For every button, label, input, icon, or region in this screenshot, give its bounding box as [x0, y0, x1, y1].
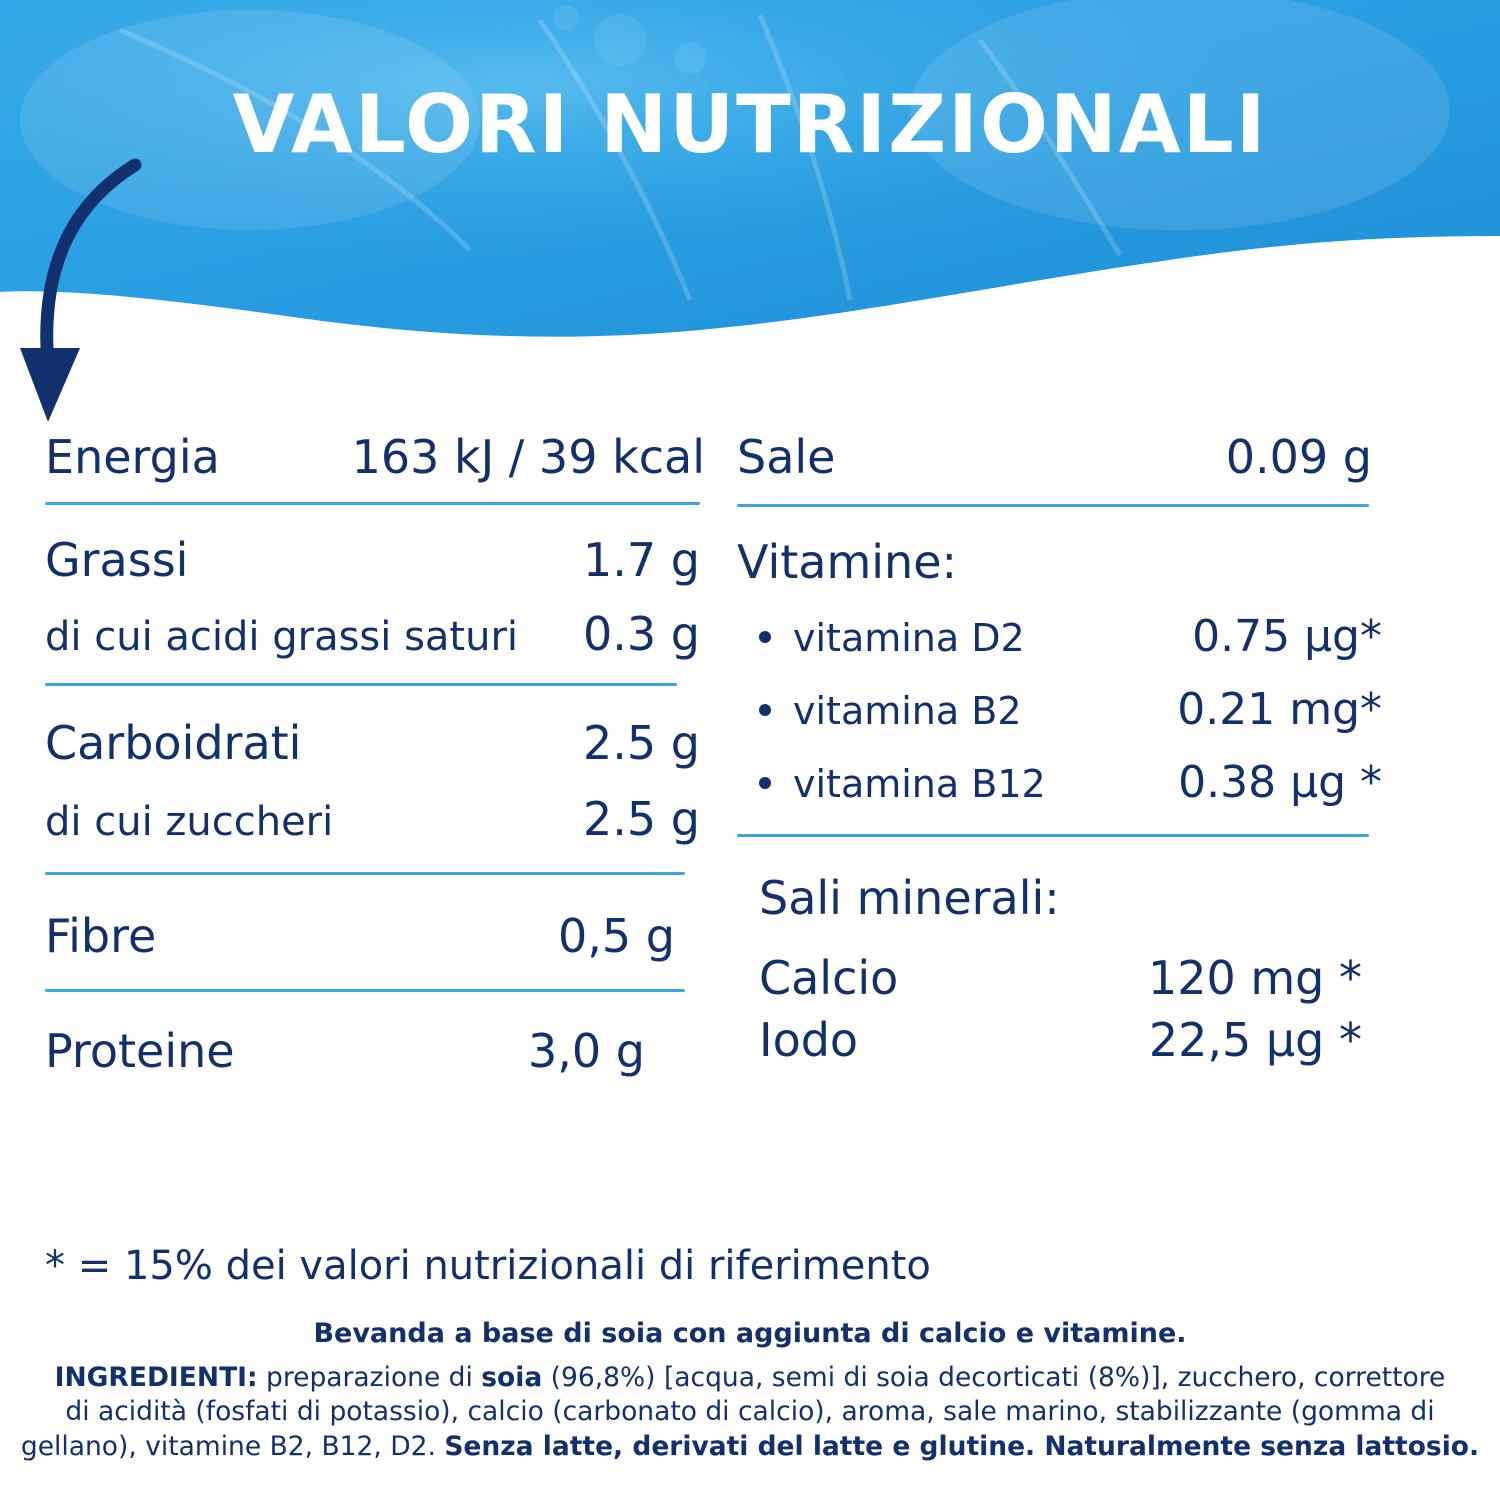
product-description-block — [0, 1318, 1500, 1464]
minerals-heading: Sali minerali: — [759, 871, 1060, 925]
row-value: 0.21 mg* — [1177, 684, 1382, 735]
list-item — [759, 611, 1382, 662]
ingredients-line3-a: gellano), vitamine B2, B12, D2. — [20, 1430, 445, 1462]
vitamins-heading: Vitamine: — [737, 535, 958, 589]
row-value: 163 kJ / 39 kcal — [351, 430, 705, 484]
row-label: Fibre — [45, 909, 157, 963]
header-banner — [0, 0, 1500, 400]
list-item — [759, 684, 1382, 735]
row-value: 2.5 g — [583, 792, 700, 846]
row-label: Iodo — [759, 1013, 859, 1067]
table-row — [45, 1024, 705, 1078]
nutrition-left-column — [45, 430, 705, 1078]
row-value: 3,0 g — [528, 1024, 645, 1078]
divider — [45, 502, 700, 505]
table-row — [45, 716, 705, 770]
divider — [737, 834, 1369, 837]
table-row — [737, 430, 1382, 484]
row-label: Proteine — [45, 1024, 235, 1078]
row-value: 0,5 g — [558, 909, 675, 963]
row-value: 0.09 g — [1225, 430, 1372, 484]
divider — [45, 872, 685, 875]
row-label: Energia — [45, 430, 220, 484]
curved-arrow-icon — [10, 150, 170, 450]
ingredients-line-3 — [18, 1430, 1482, 1464]
page-title: VALORI NUTRIZIONALI — [232, 78, 1268, 171]
footnote: * = 15% dei valori nutrizionali di riferimento — [45, 1243, 931, 1289]
nutrition-right-column — [737, 430, 1382, 1067]
divider — [45, 989, 685, 992]
ingredients-line1-c: (96,8%) [acqua, semi di soia decorticati (8%)], zucchero, correttore — [542, 1362, 1446, 1393]
row-label: di cui acidi grassi saturi — [45, 614, 519, 660]
table-row — [45, 909, 705, 963]
ingredients-text — [0, 1361, 1500, 1464]
row-value: 22,5 µg * — [1148, 1013, 1362, 1067]
ingredients-allergen-note: Senza latte, derivati del latte e glutine. Naturalmente senza lattosio. — [444, 1430, 1480, 1462]
row-label: vitamina B12 — [793, 762, 1046, 806]
row-label: Grassi — [45, 533, 189, 587]
banner-shape — [0, 0, 1500, 400]
nutrition-table — [0, 430, 1500, 1240]
row-label: vitamina B2 — [793, 689, 1022, 733]
row-value: 2.5 g — [583, 716, 700, 770]
ingredients-line-1 — [18, 1361, 1482, 1395]
ingredients-line1-a: preparazione di — [257, 1362, 482, 1393]
ingredients-line-2: di acidità (fosfati di potassio), calcio (carbonato di calcio), aroma, sale marino, stabilizzante (gomma di — [65, 1396, 1435, 1428]
row-label: Sale — [737, 430, 836, 484]
row-value: 0.3 g — [583, 607, 700, 661]
bullet-icon — [759, 631, 771, 643]
row-value: 120 mg * — [1147, 951, 1362, 1005]
row-label: vitamina D2 — [793, 616, 1025, 660]
table-row — [45, 533, 705, 587]
row-value: 0.38 µg * — [1178, 757, 1382, 808]
table-row — [45, 607, 705, 661]
bullet-icon — [759, 777, 771, 789]
row-label: di cui zuccheri — [45, 799, 334, 845]
divider — [45, 683, 677, 686]
table-row — [759, 1013, 1382, 1067]
table-row — [45, 430, 705, 484]
list-item — [759, 757, 1382, 808]
bullet-icon — [759, 704, 771, 716]
row-label: Carboidrati — [45, 716, 302, 770]
row-label: Calcio — [759, 951, 899, 1005]
row-value: 1.7 g — [583, 533, 700, 587]
divider — [737, 504, 1369, 507]
table-row — [45, 792, 705, 846]
table-row — [759, 951, 1382, 1005]
row-value: 0.75 µg* — [1192, 611, 1382, 662]
product-subtitle: Bevanda a base di soia con aggiunta di calcio e vitamine. — [313, 1318, 1187, 1349]
ingredients-highlight-soia: soia — [481, 1362, 543, 1393]
ingredients-label: INGREDIENTI: — [54, 1362, 258, 1393]
